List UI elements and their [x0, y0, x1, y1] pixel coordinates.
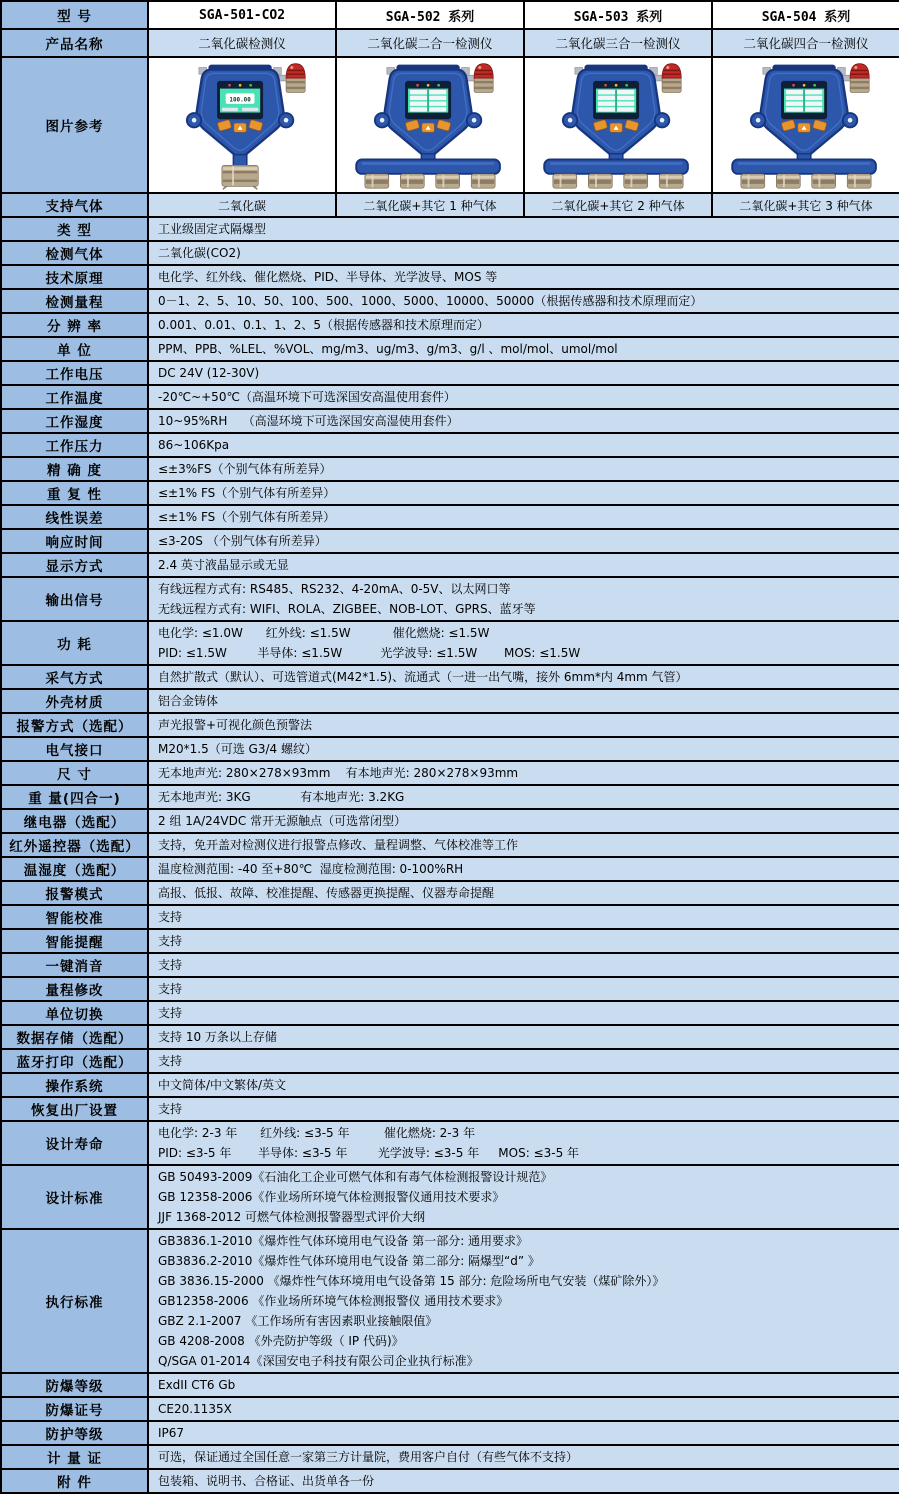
spec-value: 电化学、红外线、催化燃烧、PID、半导体、光学波导、MOS 等 [148, 265, 899, 289]
gas-row-label: 支持气体 [1, 193, 148, 217]
gas-detector-illustration [715, 59, 897, 191]
spec-row [1, 1445, 899, 1469]
spec-value: -20℃~+50℃（高温环境下可选深国安高温使用套件） [148, 385, 899, 409]
spec-value: 电化学: 2-3 年 红外线: ≤3-5 年 催化燃烧: 2-3 年 PID: ≤3-5 年 半导体: ≤3-5 年 光学波导: ≤3-5 年 MOS: ≤3-5 年 [148, 1121, 899, 1165]
spec-label: 输出信号 [1, 577, 148, 621]
spec-label: 继电器（选配） [1, 809, 148, 833]
spec-row [1, 1397, 899, 1421]
spec-value: CE20.1135X [148, 1397, 899, 1421]
product-name-cell: 二氧化碳四合一检测仪 [712, 29, 899, 57]
spec-label: 采气方式 [1, 665, 148, 689]
spec-label: 工作电压 [1, 361, 148, 385]
spec-label: 单位切换 [1, 1001, 148, 1025]
spec-value: 工业级固定式隔爆型 [148, 217, 899, 241]
spec-value: 有线远程方式有: RS485、RS232、4-20mA、0-5V、以太网口等 无线远程方式有: WIFI、ROLA、ZIGBEE、NOB-LOT、GPRS、蓝牙等 [148, 577, 899, 621]
spec-value: 支持 [148, 905, 899, 929]
spec-row [1, 713, 899, 737]
spec-row [1, 1025, 899, 1049]
spec-row [1, 217, 899, 241]
spec-row [1, 433, 899, 457]
spec-value: 支持 [148, 977, 899, 1001]
gas-detector-image [713, 59, 899, 191]
spec-label: 防爆等级 [1, 1373, 148, 1397]
device-image-cell [712, 57, 899, 193]
spec-label: 工作压力 [1, 433, 148, 457]
spec-label: 执行标准 [1, 1229, 148, 1373]
supported-gas-cell: 二氧化碳 [148, 193, 336, 217]
spec-label: 智能提醒 [1, 929, 148, 953]
spec-label: 精 确 度 [1, 457, 148, 481]
spec-label: 防爆证号 [1, 1397, 148, 1421]
spec-row [1, 313, 899, 337]
spec-row [1, 761, 899, 785]
spec-row [1, 833, 899, 857]
spec-row [1, 1469, 899, 1493]
spec-value: 0－1、2、5、10、50、100、500、1000、5000、10000、50000（根据传感器和技术原理而定） [148, 289, 899, 313]
spec-value: IP67 [148, 1421, 899, 1445]
spec-row [1, 409, 899, 433]
spec-row [1, 1073, 899, 1097]
spec-value: 温度检测范围: -40 至+80℃ 湿度检测范围: 0-100%RH [148, 857, 899, 881]
spec-row [1, 553, 899, 577]
spec-value: DC 24V (12-30V) [148, 361, 899, 385]
spec-value: 可选，保证通过全国任意一家第三方计量院，费用客户自付（有些气体不支持） [148, 1445, 899, 1469]
spec-label: 蓝牙打印（选配） [1, 1049, 148, 1073]
svg-text:100.00: 100.00 [229, 96, 251, 104]
spec-row [1, 929, 899, 953]
spec-row [1, 457, 899, 481]
gas-detector-illustration [527, 59, 709, 191]
spec-value: 电化学: ≤1.0W 红外线: ≤1.5W 催化燃烧: ≤1.5W PID: ≤1.5W 半导体: ≤1.5W 光学波导: ≤1.5W MOS: ≤1.5W [148, 621, 899, 665]
spec-row [1, 505, 899, 529]
spec-row [1, 1049, 899, 1073]
spec-value: 2.4 英寸液晶显示或无显 [148, 553, 899, 577]
spec-value: ≤±3%FS（个别气体有所差异） [148, 457, 899, 481]
spec-value: 支持 [148, 1049, 899, 1073]
spec-value: ExdII CT6 Gb [148, 1373, 899, 1397]
spec-label: 分 辨 率 [1, 313, 148, 337]
spec-value: 支持 [148, 1001, 899, 1025]
supported-gas-cell: 二氧化碳+其它 3 种气体 [712, 193, 899, 217]
product-row-label: 产品名称 [1, 29, 148, 57]
device-image-cell [148, 57, 336, 193]
spec-value: 中文简体/中文繁体/英文 [148, 1073, 899, 1097]
spec-label: 类 型 [1, 217, 148, 241]
spec-label: 功 耗 [1, 621, 148, 665]
spec-value: ≤±1% FS（个别气体有所差异） [148, 505, 899, 529]
spec-label: 重 量(四合一) [1, 785, 148, 809]
spec-row [1, 361, 899, 385]
spec-label: 电气接口 [1, 737, 148, 761]
spec-value: 铝合金铸体 [148, 689, 899, 713]
spec-row [1, 737, 899, 761]
spec-label: 单 位 [1, 337, 148, 361]
spec-value: ≤3-20S （个别气体有所差异） [148, 529, 899, 553]
spec-value: PPM、PPB、%LEL、%VOL、mg/m3、ug/m3、g/m3、g/l 、mol/mol、umol/mol [148, 337, 899, 361]
spec-label: 设计标准 [1, 1165, 148, 1229]
product-name-cell: 二氧化碳三合一检测仪 [524, 29, 712, 57]
spec-label: 红外遥控器（选配） [1, 833, 148, 857]
spec-label: 恢复出厂设置 [1, 1097, 148, 1121]
spec-row [1, 665, 899, 689]
spec-row [1, 289, 899, 313]
spec-row [1, 1121, 899, 1165]
spec-label: 量程修改 [1, 977, 148, 1001]
device-image-cell [524, 57, 712, 193]
spec-row [1, 241, 899, 265]
spec-label: 显示方式 [1, 553, 148, 577]
spec-row [1, 785, 899, 809]
spec-label: 重 复 性 [1, 481, 148, 505]
supported-gas-cell: 二氧化碳+其它 2 种气体 [524, 193, 712, 217]
spec-value: 声光报警+可视化颜色预警法 [148, 713, 899, 737]
spec-row [1, 1229, 899, 1373]
supported-gas-cell: 二氧化碳+其它 1 种气体 [336, 193, 524, 217]
spec-row [1, 1421, 899, 1445]
spec-row [1, 621, 899, 665]
spec-value: M20*1.5（可选 G3/4 螺纹） [148, 737, 899, 761]
spec-label: 工作湿度 [1, 409, 148, 433]
spec-row [1, 689, 899, 713]
spec-row [1, 1373, 899, 1397]
spec-value: 支持 [148, 929, 899, 953]
spec-value: 0.001、0.01、0.1、1、2、5（根据传感器和技术原理而定） [148, 313, 899, 337]
spec-value: GB3836.1-2010《爆炸性气体环境用电气设备 第一部分: 通用要求》 GB3836.2-2010《爆炸性气体环境用电气设备 第二部分: 隔爆型“d” 》 GB 3836.15-2000 《爆炸性气体环境用电气设备第 15 部分: 危险场所电气安装（煤矿除外）》 GB12358-2006 《作业场所环境气体检测报警仪 通用技术要求》 GBZ 2.1-2007 《工作场所有害因素职业接触限值》 GB 4208-2008 《外壳防护等级（ IP 代码)》 Q/SGA 01-2014《深国安电子科技有限公司企业执行标准》 [148, 1229, 899, 1373]
spec-value: 高报、低报、故障、校准提醒、传感器更换提醒、仪器寿命提醒 [148, 881, 899, 905]
spec-value: 无本地声光: 280×278×93mm 有本地声光: 280×278×93mm [148, 761, 899, 785]
spec-label: 智能校准 [1, 905, 148, 929]
spec-row [1, 1097, 899, 1121]
gas-detector-illustration [339, 59, 521, 191]
model-row-label: 型 号 [1, 1, 148, 29]
spec-label: 温湿度（选配） [1, 857, 148, 881]
spec-value: 86~106Kpa [148, 433, 899, 457]
spec-label: 计 量 证 [1, 1445, 148, 1469]
spec-value: 二氧化碳(CO2) [148, 241, 899, 265]
spec-label: 检测气体 [1, 241, 148, 265]
spec-row [1, 881, 899, 905]
spec-value: 10~95%RH （高湿环境下可选深国安高湿使用套件） [148, 409, 899, 433]
spec-row [1, 577, 899, 621]
spec-label: 报警模式 [1, 881, 148, 905]
spec-value: 支持 10 万条以上存储 [148, 1025, 899, 1049]
spec-label: 检测量程 [1, 289, 148, 313]
spec-row [1, 953, 899, 977]
spec-label: 线性误差 [1, 505, 148, 529]
spec-label: 尺 寸 [1, 761, 148, 785]
model-cell: SGA-501-CO2 [148, 1, 336, 29]
gas-detector-image [149, 59, 335, 191]
spec-label: 防护等级 [1, 1421, 148, 1445]
spec-row [1, 905, 899, 929]
spec-value: 支持 [148, 1097, 899, 1121]
product-name-cell: 二氧化碳二合一检测仪 [336, 29, 524, 57]
spec-label: 响应时间 [1, 529, 148, 553]
spec-value: 2 组 1A/24VDC 常开无源触点（可选常闭型） [148, 809, 899, 833]
gas-detector-illustration [151, 59, 333, 191]
model-cell: SGA-504 系列 [712, 1, 899, 29]
spec-value: ≤±1% FS（个别气体有所差异） [148, 481, 899, 505]
product-name-row [1, 29, 899, 57]
spec-label: 数据存储（选配） [1, 1025, 148, 1049]
spec-row [1, 529, 899, 553]
spec-label: 附 件 [1, 1469, 148, 1493]
spec-label: 设计寿命 [1, 1121, 148, 1165]
gas-detector-image [525, 59, 711, 191]
spec-row [1, 857, 899, 881]
spec-row [1, 1001, 899, 1025]
spec-value: 支持 [148, 953, 899, 977]
spec-label: 工作温度 [1, 385, 148, 409]
product-name-cell: 二氧化碳检测仪 [148, 29, 336, 57]
spec-value: GB 50493-2009《石油化工企业可燃气体和有毒气体检测报警设计规范》 GB 12358-2006《作业场所环境气体检测报警仪通用技术要求》 JJF 1368-2012 可燃气体检测报警器型式评价大纲 [148, 1165, 899, 1229]
spec-label: 技术原理 [1, 265, 148, 289]
spec-row [1, 1165, 899, 1229]
device-image-cell [336, 57, 524, 193]
spec-row [1, 809, 899, 833]
spec-row [1, 265, 899, 289]
spec-row [1, 977, 899, 1001]
model-cell: SGA-502 系列 [336, 1, 524, 29]
spec-value: 无本地声光: 3KG 有本地声光: 3.2KG [148, 785, 899, 809]
gas-detector-image [337, 59, 523, 191]
spec-row [1, 385, 899, 409]
spec-value: 自然扩散式（默认）、可选管道式(M42*1.5)、流通式（一进一出气嘴，接外 6mm*内 4mm 气管） [148, 665, 899, 689]
spec-label: 外壳材质 [1, 689, 148, 713]
spec-value: 包装箱、说明书、合格证、出货单各一份 [148, 1469, 899, 1493]
image-row-label: 图片参考 [1, 57, 148, 193]
model-cell: SGA-503 系列 [524, 1, 712, 29]
spec-value: 支持，免开盖对检测仪进行报警点修改、量程调整、气体校准等工作 [148, 833, 899, 857]
spec-row [1, 481, 899, 505]
supported-gas-row [1, 193, 899, 217]
product-image-row [1, 57, 899, 193]
spec-label: 操作系统 [1, 1073, 148, 1097]
spec-label: 一键消音 [1, 953, 148, 977]
spec-label: 报警方式（选配） [1, 713, 148, 737]
spec-row [1, 337, 899, 361]
model-row [1, 1, 899, 29]
